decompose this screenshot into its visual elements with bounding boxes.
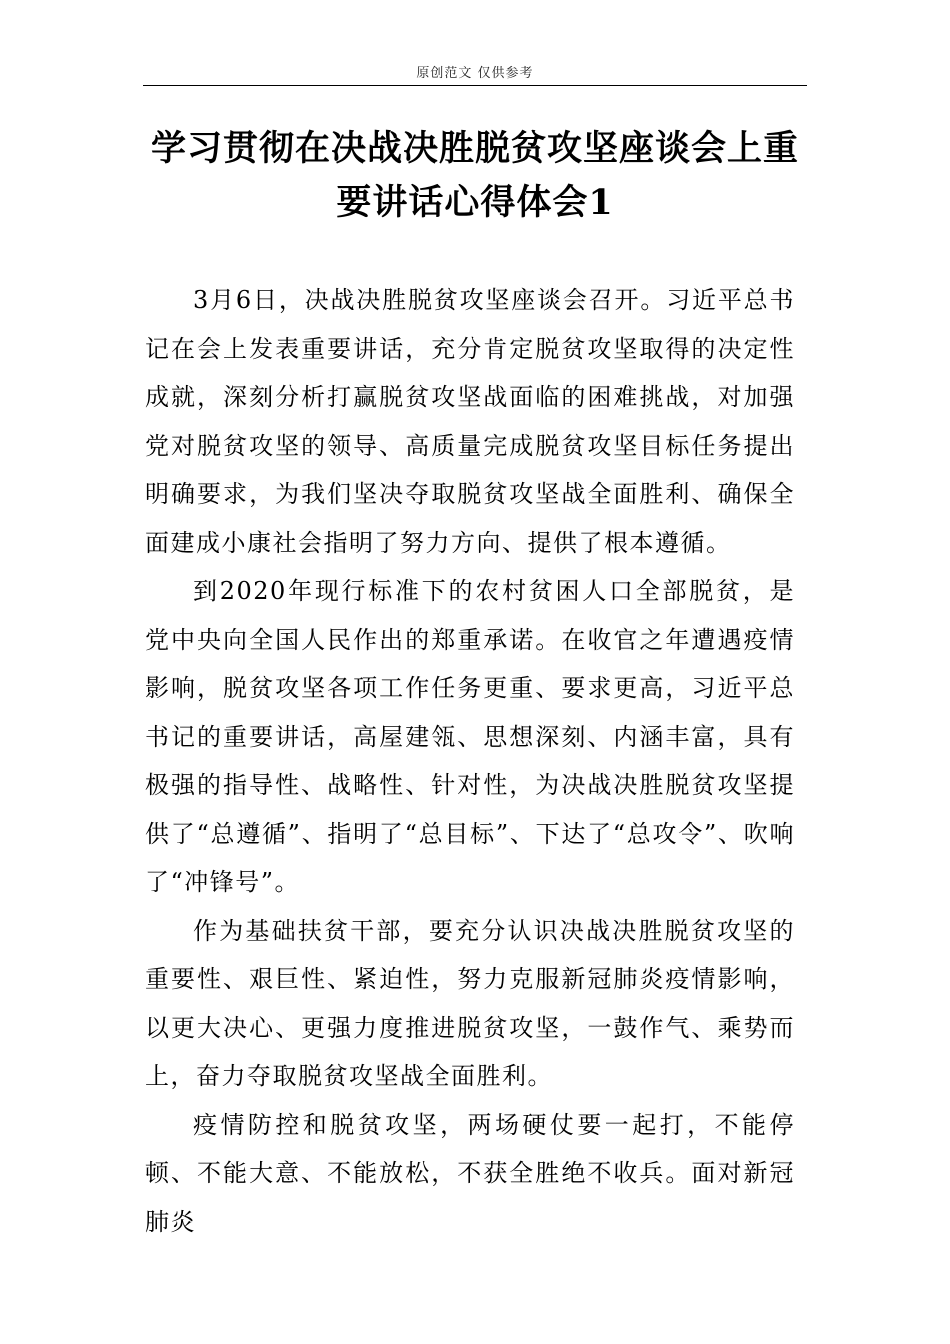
paragraph-4: 疫情防控和脱贫攻坚，两场硬仗要一起打，不能停顿、不能大意、不能放松，不获全胜绝不收兵。面对新冠肺炎 <box>145 1110 795 1236</box>
document-title: 学习贯彻在决战决胜脱贫攻坚座谈会上重要讲话心得体会1 <box>150 128 799 223</box>
document-body <box>145 276 795 1246</box>
header-divider <box>143 85 807 86</box>
paragraph-1: 3月6日，决战决胜脱贫攻坚座谈会召开。习近平总书记在会上发表重要讲话，充分肯定脱贫攻坚取得的决定性成就，深刻分析打赢脱贫攻坚战面临的困难挑战，对加强党对脱贫攻坚的领导、高质量完成脱贫攻坚目标任务提出明确要求，为我们坚决夺取脱贫攻坚战全面胜利、确保全面建成小康社会指明了努力方向、提供了根本遵循。 <box>145 286 795 557</box>
paragraph-3: 作为基础扶贫干部，要充分认识决战决胜脱贫攻坚的重要性、艰巨性、紧迫性，努力克服新冠肺炎疫情影响，以更大决心、更强力度推进脱贫攻坚，一鼓作气、乘势而上，奋力夺取脱贫攻坚战全面胜利。 <box>145 916 795 1090</box>
paragraph-2: 到2020年现行标准下的农村贫困人口全部脱贫，是党中央向全国人民作出的郑重承诺。在收官之年遭遇疫情影响，脱贫攻坚各项工作任务更重、要求更高，习近平总书记的重要讲话，高屋建瓴、思想深刻、内涵丰富，具有极强的指导性、战略性、针对性，为决战决胜脱贫攻坚提供了“总遵循”、指明了“总目标”、下达了“总攻令”、吹响了“冲锋号”。 <box>145 577 795 896</box>
page-header: 原创范文 仅供参考 <box>416 66 534 81</box>
